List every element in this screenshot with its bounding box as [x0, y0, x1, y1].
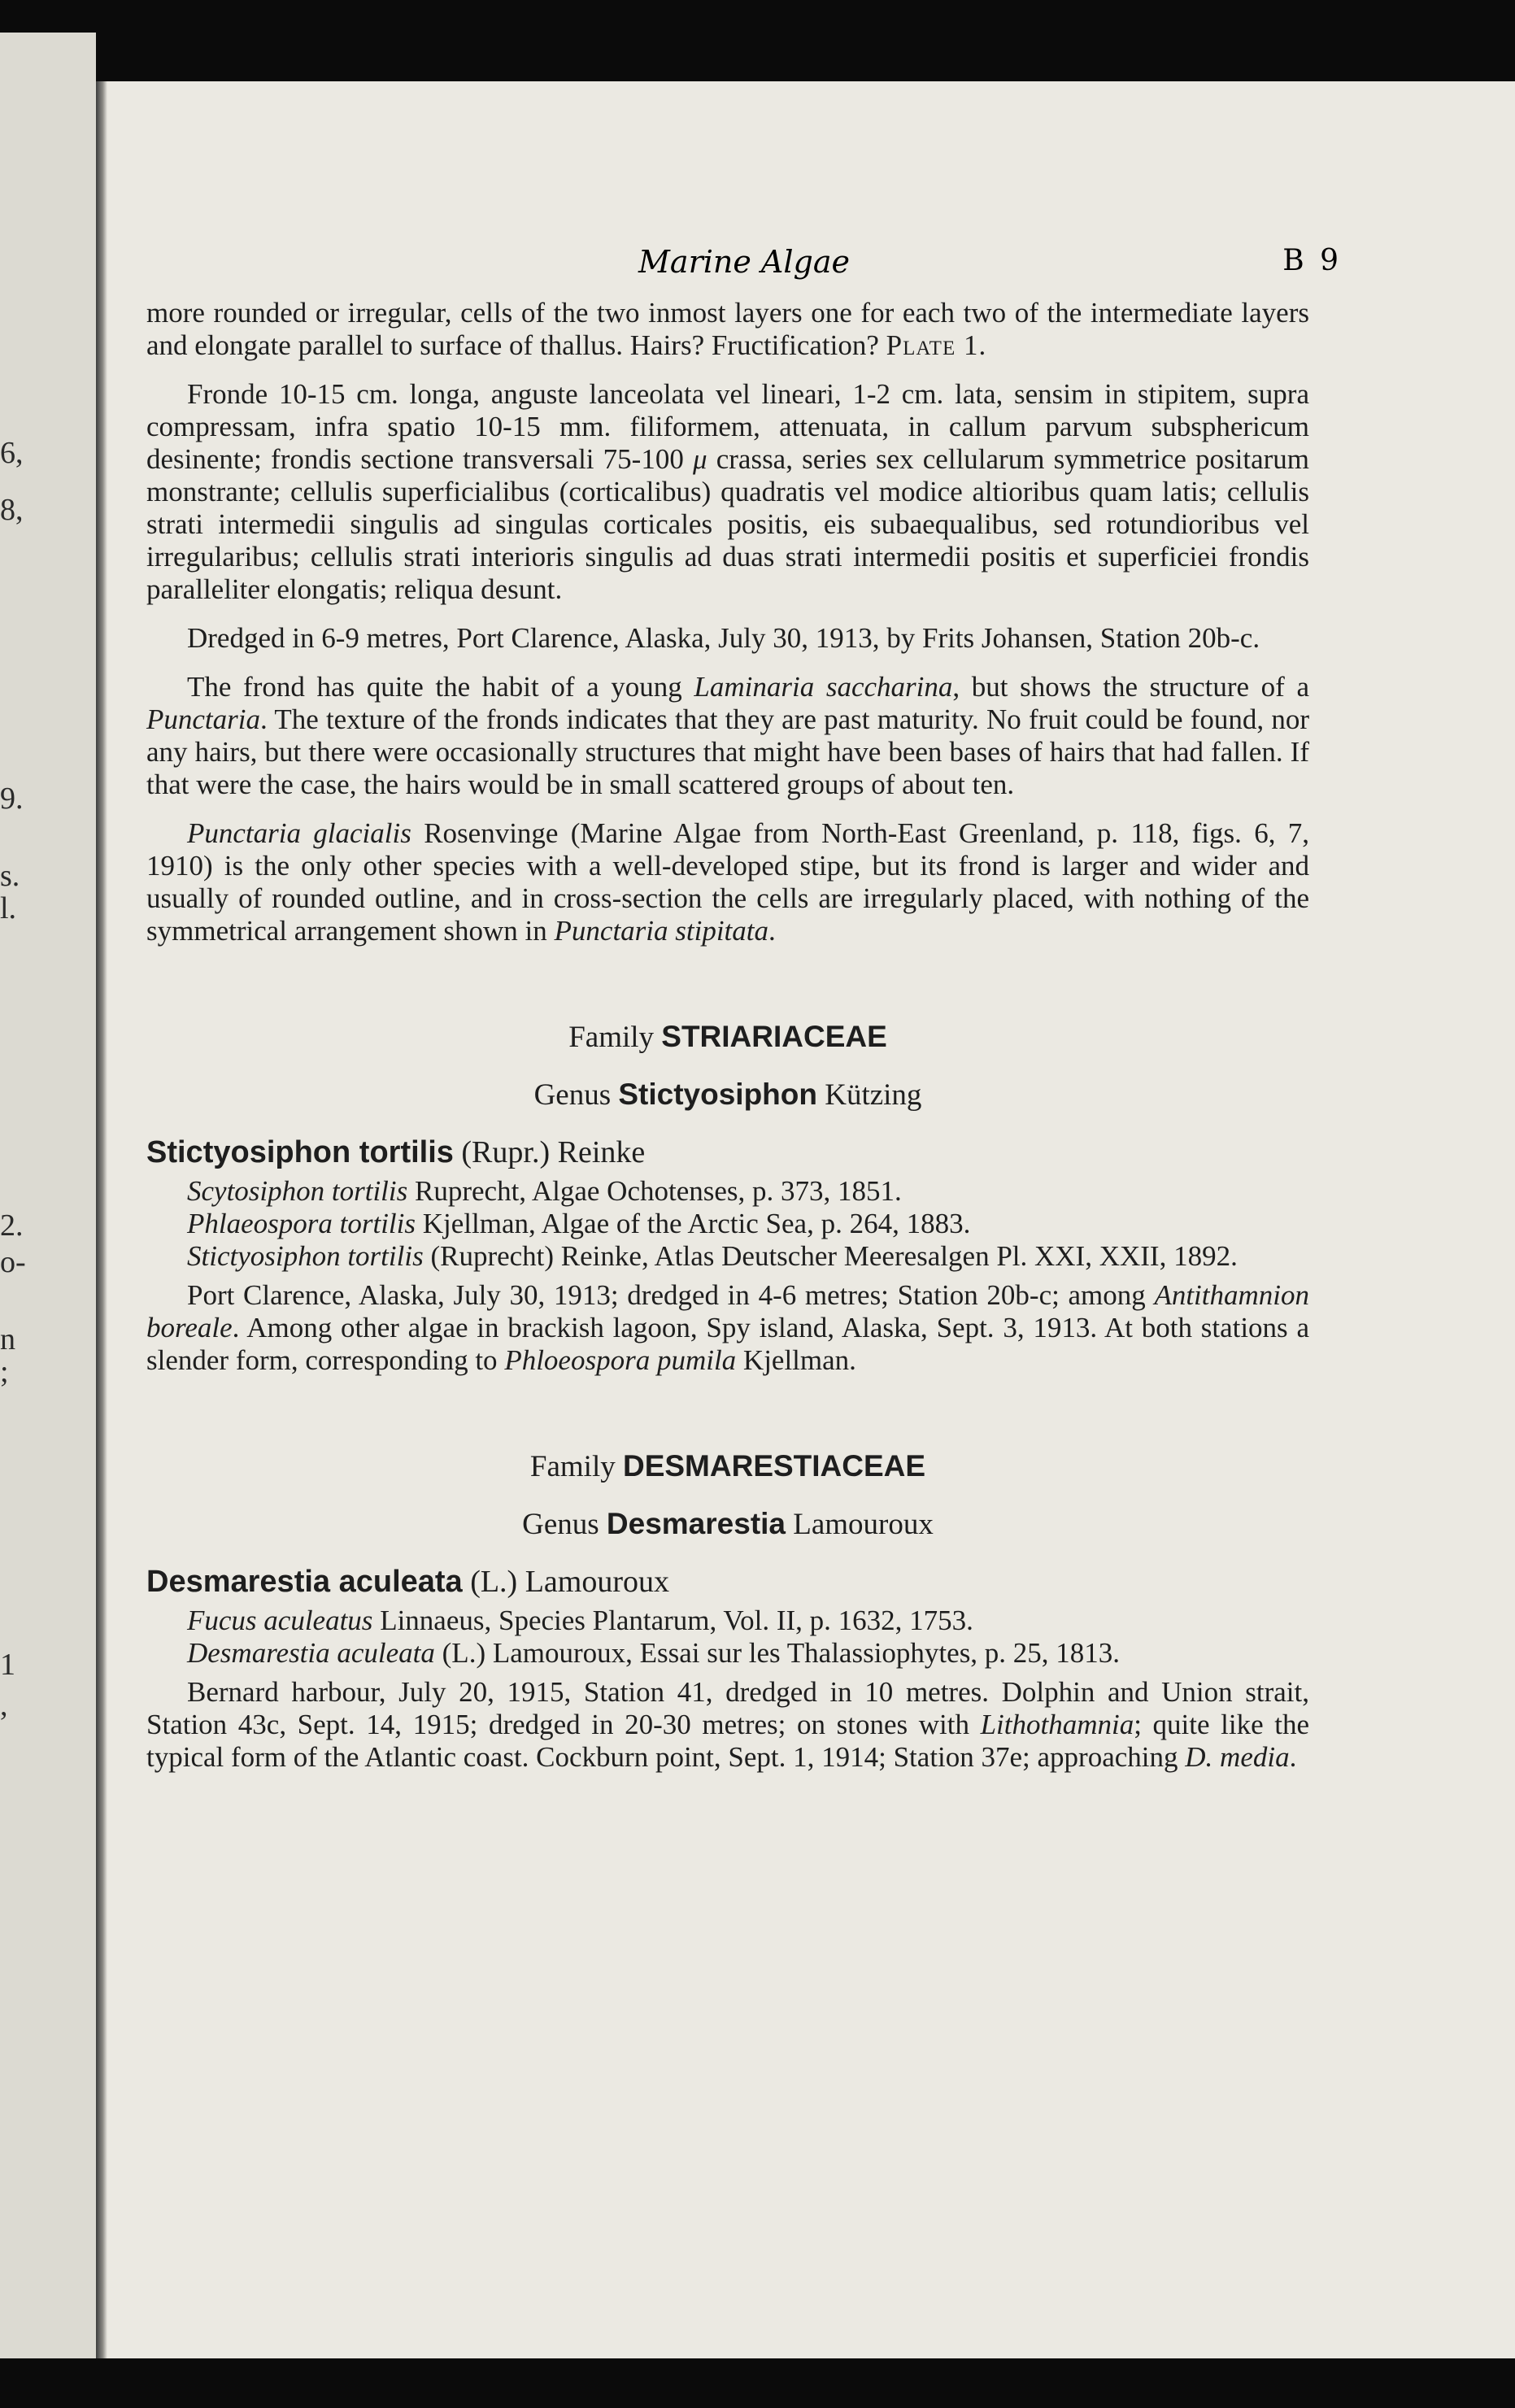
margin-fragment: 9.	[0, 782, 24, 816]
running-header	[146, 244, 1342, 285]
genus-heading: Genus Stictyosiphon Kützing	[533, 1078, 922, 1112]
family-heading: Family STRIARIACEAE	[568, 1020, 887, 1054]
margin-fragment: ,	[0, 1688, 8, 1722]
genus-heading: Genus Desmarestia Lamouroux	[522, 1507, 934, 1541]
margin-fragment: n	[0, 1322, 15, 1356]
locality-paragraph: Port Clarence, Alaska, July 30, 1913; dredged in 4-6 metres; Station 20b-c; among Antithamnion boreale. Among other algae in brackish lagoon, Spy island, Alaska, Sept. 3, 1913. At both stations a slender form, corresponding to Phloeospora pumila Kjellman.	[146, 1279, 1309, 1376]
synonym-reference: Phlaeospora tortilis Kjellman, Algae of the Arctic Sea, p. 264, 1883.	[187, 1208, 971, 1239]
page-gutter	[96, 81, 107, 2358]
margin-fragment: 8,	[0, 493, 24, 527]
margin-fragment: l.	[0, 891, 17, 925]
locality-paragraph: Bernard harbour, July 20, 1915, Station 41, dredged in 10 metres. Dolphin and Union strait, Station 43c, Sept. 14, 1915; dredged in 20-30 metres; on stones with Lithothamnia; quite like the typical form of the Atlantic coast. Cockburn point, Sept. 1, 1914; Station 37e; approaching D. media.	[146, 1676, 1309, 1773]
description-continued: more rounded or irregular, cells of the two inmost layers one for each two of the intermediate layers and elongate parallel to surface of thallus. Hairs? Fructification? Plate 1.	[146, 297, 1309, 361]
family-heading: Family DESMARESTIACEAE	[529, 1449, 926, 1483]
margin-fragment: s.	[0, 859, 20, 893]
comparison-paragraph: Punctaria glacialis Rosenvinge (Marine Algae from North-East Greenland, p. 118, figs. 6, 7, 1910) is the only other species with a well-developed stipe, but its frond is larger and wider and usually of rounded outline, and in cross-section the cells are irregularly placed, with nothing of the symmetrical arrangement shown in Punctaria stipitata.	[146, 817, 1310, 947]
discussion-paragraph: The frond has quite the habit of a young Laminaria saccharina, but shows the structure of a Punctaria. The texture of the fronds indicates that they are past maturity. No fruit could be found, nor any hairs, but there were occasionally structures that might have been bases of hairs that had fallen. If that were the case, the hairs would be in small scattered groups of about ten.	[146, 671, 1309, 800]
synonym-reference: Fucus aculeatus Linnaeus, Species Plantarum, Vol. II, p. 1632, 1753.	[187, 1605, 973, 1636]
margin-fragment: 2.	[0, 1208, 24, 1243]
facing-page-edge	[0, 33, 96, 2358]
margin-fragment: o-	[0, 1245, 26, 1279]
page-number: B 9	[1282, 244, 1342, 277]
species-heading: Stictyosiphon tortilis (Rupr.) Reinke	[146, 1135, 646, 1169]
latin-diagnosis: Fronde 10-15 cm. longa, anguste lanceolata vel lineari, 1-2 cm. lata, sensim in stipitem, supra compressam, infra spatio 10-15 mm. filiformem, attenuata, in callum parvum subsphericum desinente; frondis sectione transversali 75-100 μ crassa, series sex cellularum symmetrice positarum monstrante; cellulis superficialibus (corticalibus) quadratis vel modice altioribus quam latis; cellulis strati intermedii singulis ad singulas corticales positis, eis subaequalibus, sed rotundioribus vel irregularibus; cellulis strati interioris singulis ad duas strati intermedii positis et superficiei frondis paralleliter elongatis; reliqua desunt.	[146, 378, 1309, 605]
margin-fragment: 1	[0, 1648, 15, 1682]
plate-reference: Plate 1.	[886, 329, 987, 361]
synonym-reference: Desmarestia aculeata (L.) Lamouroux, Essai sur les Thalassiophytes, p. 25, 1813.	[187, 1637, 1121, 1669]
running-title: Marine Algae	[638, 244, 850, 280]
collection-record: Dredged in 6-9 metres, Port Clarence, Alaska, July 30, 1913, by Frits Johansen, Station 20b-c.	[187, 622, 1260, 654]
margin-fragment: ;	[0, 1355, 9, 1389]
page-body	[146, 297, 1309, 1774]
synonym-reference: Stictyosiphon tortilis (Ruprecht) Reinke, Atlas Deutscher Meeresalgen Pl. XXI, XXII, 1892.	[187, 1240, 1238, 1272]
species-heading: Desmarestia aculeata (L.) Lamouroux	[146, 1565, 669, 1599]
synonym-reference: Scytosiphon tortilis Ruprecht, Algae Ochotenses, p. 373, 1851.	[187, 1175, 902, 1207]
margin-fragment: 6,	[0, 436, 24, 470]
